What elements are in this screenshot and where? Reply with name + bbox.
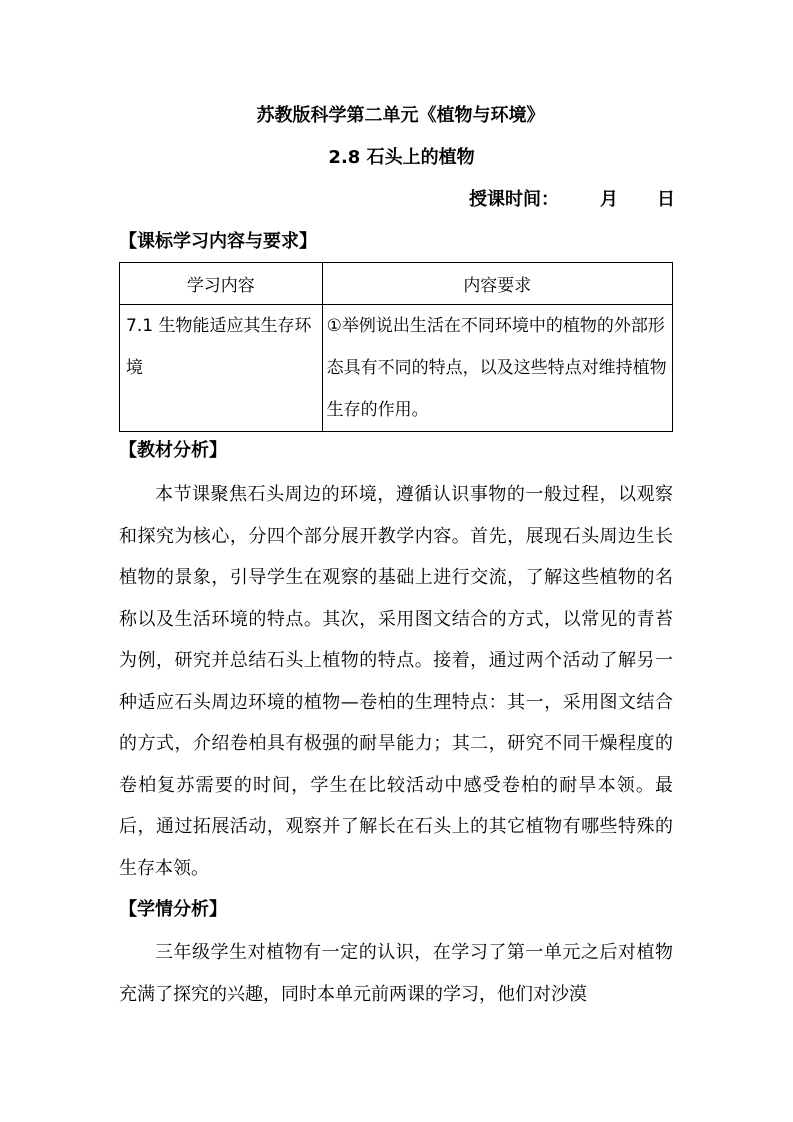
content-requirement-text: ①举例说出生活在不同环境中的植物的外部形态具有不同的特点，以及这些特点对维持植物生存的作用。 [326, 316, 667, 420]
table-header-row [120, 263, 673, 305]
document-title: 苏教版科学第二单元《植物与环境》 [256, 105, 545, 126]
textbook-analysis-paragraph: 本节课聚焦石头周边的环境，遵循认识事物的一般过程，以观察和探究为核心，分四个部分展开教学内容。首先，展现石头周边生长植物的景象，引导学生在观察的基础上进行交流，了解这些植物的名称以及生活环境的特点。其次，采用图文结合的方式，以常见的青苔为例，研究并总结石头上植物的特点。接着，通过两个活动了解另一种适应石头周边环境的植物—卷柏的生理特点：其一，采用图文结合的方式，介绍卷柏具有极强的耐旱能力；其二，研究不同干燥程度的卷柏复苏需要的时间，学生在比较活动中感受卷柏的耐旱本领。最后，通过拓展活动，观察并了解长在石头上的其它植物有哪些特殊的生存本领。 [119, 484, 673, 879]
textbook-analysis-heading: 【教材分析】 [119, 440, 227, 461]
teaching-time-day: 日 [657, 189, 675, 210]
curriculum-heading: 【课标学习内容与要求】 [119, 231, 317, 252]
table-cell-content [120, 305, 323, 432]
table-header-cell: 学习内容 [120, 263, 323, 305]
teaching-time-line [469, 188, 675, 212]
table-cell-requirement [322, 305, 672, 432]
student-analysis-heading: 【学情分析】 [119, 899, 227, 920]
curriculum-table [119, 262, 673, 432]
table-header-cell: 内容要求 [322, 263, 672, 305]
teaching-time-month: 月 [600, 189, 618, 210]
teaching-time-label: 授课时间： [469, 189, 559, 210]
lesson-title: 2.8 石头上的植物 [328, 147, 475, 168]
student-analysis-paragraph: 三年级学生对植物有一定的认识，在学习了第一单元之后对植物充满了探究的兴趣，同时本单元前两课的学习，他们对沙漠 [119, 942, 673, 1005]
table-row [120, 305, 673, 432]
learning-content-text: 7.1 生物能适应其生存环境 [126, 316, 312, 378]
